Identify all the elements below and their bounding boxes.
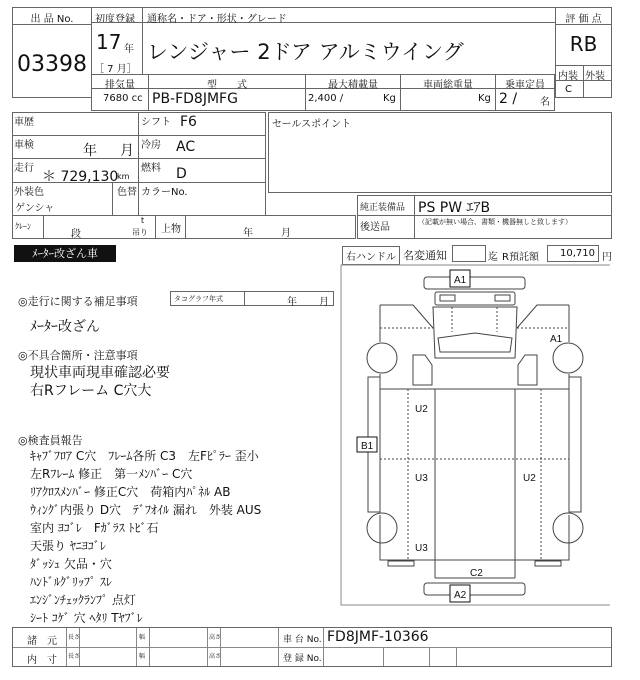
- length-label: 長さ: [68, 634, 81, 641]
- mark-rear-bumper: A2: [454, 590, 467, 601]
- displacement: 7680 cc: [103, 93, 143, 104]
- body-label: 上物: [161, 224, 181, 235]
- registration-label: 登 録 No.: [283, 654, 322, 664]
- defect-line: 現状車両現車確認必要: [30, 365, 170, 381]
- inspector-line: ﾊﾝﾄﾞﾙｸﾞﾘｯﾌﾟ ｽﾚ: [30, 575, 112, 589]
- mileage-note: ﾒｰﾀｰ改ざん: [30, 319, 100, 335]
- first-reg-label: 初度登録: [95, 14, 135, 25]
- inspector-line: ｳｨﾝｸﾞ内張り D穴 ﾃﾞﾌｵｲﾙ 漏れ 外装 AUS: [30, 503, 262, 517]
- meter-tampered-badge: ﾒｰﾀｰ改ざん車: [14, 245, 116, 262]
- wheel: [553, 343, 583, 373]
- vehicle-name: レンジャー 2ドア アルミウイング: [147, 40, 464, 64]
- inspector-line: ﾘｱｸﾛｽﾒﾝﾊﾞｰ 修正C穴 荷箱内ﾊﾟﾈﾙ AB: [30, 485, 231, 499]
- crane-ton: t: [141, 216, 145, 225]
- inspection-label: 車検: [14, 140, 34, 151]
- body-year: 年: [243, 228, 253, 239]
- name-change-label: 名変通知: [403, 249, 447, 262]
- crane-row: [12, 215, 356, 239]
- reg-month: ［ 7 月］: [94, 64, 137, 75]
- max-load-unit: Kg: [383, 93, 396, 104]
- mark-bed-left-rear: U3: [415, 543, 428, 554]
- inspector-title: ◎検査員報告: [18, 434, 83, 447]
- color-value: ゲンシャ: [15, 203, 55, 214]
- inspector-line: 室内 ﾖｺﾞﾚ Fｶﾞﾗｽ ﾄﾋﾞ石: [30, 521, 159, 535]
- shift-label: シフト: [141, 117, 171, 128]
- crane-label: ｸﾚｰﾝ: [15, 222, 31, 231]
- width-label: 幅: [139, 653, 146, 660]
- exterior-label: 外装: [585, 71, 605, 82]
- capacity-unit: 名: [540, 97, 550, 108]
- history-label: 車歴: [14, 117, 34, 128]
- windshield: [438, 333, 512, 352]
- until-label: 迄: [488, 252, 498, 263]
- wheel: [367, 513, 397, 543]
- fuel-value: D: [176, 166, 187, 182]
- mark-front-bumper: A1: [454, 275, 467, 286]
- mark-rear: C2: [470, 568, 483, 579]
- crane-lift: 吊り: [132, 228, 148, 237]
- dimensions-table: [12, 627, 612, 667]
- body-month: 月: [281, 228, 291, 239]
- recycle-amount: 10,710: [547, 245, 599, 262]
- inspector-line: 左Rﾌﾚｰﾑ 修正 第一ﾒﾝﾊﾞｰ C穴: [30, 467, 193, 481]
- height-label: 高さ: [209, 634, 222, 641]
- displacement-label: 排気量: [105, 80, 135, 91]
- chassis-number: FD8JMF-10366: [327, 629, 429, 645]
- wheel: [553, 513, 583, 543]
- mileage-value: ＊ 729,130: [42, 169, 119, 185]
- lot-box: [12, 7, 92, 98]
- sales-point-box: [268, 112, 612, 193]
- defect-line: 右Rフレーム C穴大: [30, 383, 152, 399]
- mark-bed-left-front: U2: [415, 404, 428, 415]
- name-label: 通称名・ドア・形状・グレード: [147, 14, 287, 25]
- inspector-line: ｴﾝｼﾞﾝﾁｪｯｸﾗﾝﾌﾟ 点灯: [30, 593, 136, 607]
- year-unit: 年: [124, 44, 134, 55]
- score-box: [555, 7, 612, 98]
- cab-lines: [380, 305, 569, 328]
- inspection-month: 月: [120, 143, 134, 159]
- defects-title: ◎不具合箇所・注意事項: [18, 349, 138, 362]
- later-items-note: （記載が無い場合、書類・機器無しと致します）: [418, 218, 572, 226]
- mark-left-side: B1: [361, 441, 374, 452]
- front-bumper: [424, 277, 525, 289]
- model-label: 型 式: [207, 80, 247, 91]
- mark-bed-right: U2: [523, 473, 536, 484]
- inspector-line: ｼｰﾄ ｺｹﾞ 穴 ﾍﾀﾘ Tﾔﾌﾞﾚ: [30, 611, 143, 625]
- gross-weight-label: 車両総重量: [423, 80, 473, 91]
- color-no-label: カラーNo.: [141, 187, 188, 198]
- score-value: RB: [569, 32, 598, 56]
- rhd-badge: 右ハンドル: [342, 246, 400, 265]
- equipment-value: PS PW ｴｱB: [418, 200, 491, 216]
- inner-label: 内 寸: [27, 655, 57, 666]
- spec-label: 諸 元: [27, 636, 57, 647]
- mark-bed-left-mid: U3: [415, 473, 428, 484]
- vehicle-name-box: [142, 7, 556, 75]
- rear-bumper: [424, 583, 525, 595]
- diagram-frame: [341, 265, 610, 605]
- sales-point-label: セールスポイント: [272, 119, 352, 130]
- mark-front-right: A1: [550, 334, 563, 345]
- later-items-label: 後送品: [360, 222, 390, 233]
- tachograph-label: タコグラフ年式: [174, 295, 223, 303]
- width-label: 幅: [139, 634, 146, 641]
- capacity: 2 /: [499, 91, 518, 107]
- crane-stage: 段: [71, 229, 81, 240]
- interior-label: 内装: [558, 71, 578, 82]
- yen-label: 円: [602, 252, 612, 263]
- equipment-box: [357, 195, 612, 239]
- mileage-unit: km: [117, 172, 130, 181]
- lot-label: 出 品 No.: [30, 14, 74, 25]
- length-label: 長さ: [68, 653, 81, 660]
- inspection-year: 年: [83, 143, 97, 159]
- fuel-label: 燃料: [141, 163, 161, 174]
- wheel: [367, 343, 397, 373]
- tachograph-month: 月: [319, 297, 329, 308]
- inspector-line: ｷｬﾌﾞﾌﾛｱ C穴 ﾌﾚｰﾑ各所 C3 左Fﾋﾟﾗｰ 歪小: [30, 449, 259, 463]
- first-registration: [91, 7, 143, 75]
- max-load-label: 最大積載量: [328, 80, 378, 91]
- lot-number: 03398: [17, 52, 87, 77]
- equipment-label: 純正装備品: [360, 203, 406, 213]
- tachograph-box: [170, 291, 334, 306]
- mirrors: [413, 355, 537, 385]
- capacity-label: 乗車定員: [505, 80, 545, 91]
- grille: [435, 292, 515, 305]
- color-change-label: 色替: [117, 187, 137, 198]
- mileage-label: 走行: [14, 163, 34, 174]
- max-load: 2,400 /: [308, 93, 344, 104]
- height-label: 高さ: [209, 653, 222, 660]
- recycle-label: R預託額: [502, 252, 539, 263]
- mileage-notes-title: ◎走行に関する補足事項: [18, 295, 138, 308]
- inspector-line: 天張り ﾔﾆﾖｺﾞﾚ: [30, 539, 106, 553]
- model-code: PB-FD8JMFG: [152, 91, 238, 107]
- shift-value: F6: [180, 114, 197, 130]
- interior-grade: C: [565, 84, 572, 95]
- ac-label: 冷房: [141, 140, 161, 151]
- ac-value: AC: [176, 139, 196, 155]
- chassis-label: 車 台 No.: [283, 635, 322, 645]
- tachograph-year: 年: [287, 297, 297, 308]
- inspector-line: ﾀﾞｯｼｭ 欠品・穴: [30, 557, 112, 571]
- damage-diagram: [340, 260, 610, 620]
- reg-year: 17: [96, 30, 122, 54]
- gross-unit: Kg: [478, 93, 491, 104]
- color-label: 外装色: [14, 187, 44, 198]
- score-label: 評 価 点: [565, 14, 602, 25]
- right-side-rail: [569, 377, 581, 512]
